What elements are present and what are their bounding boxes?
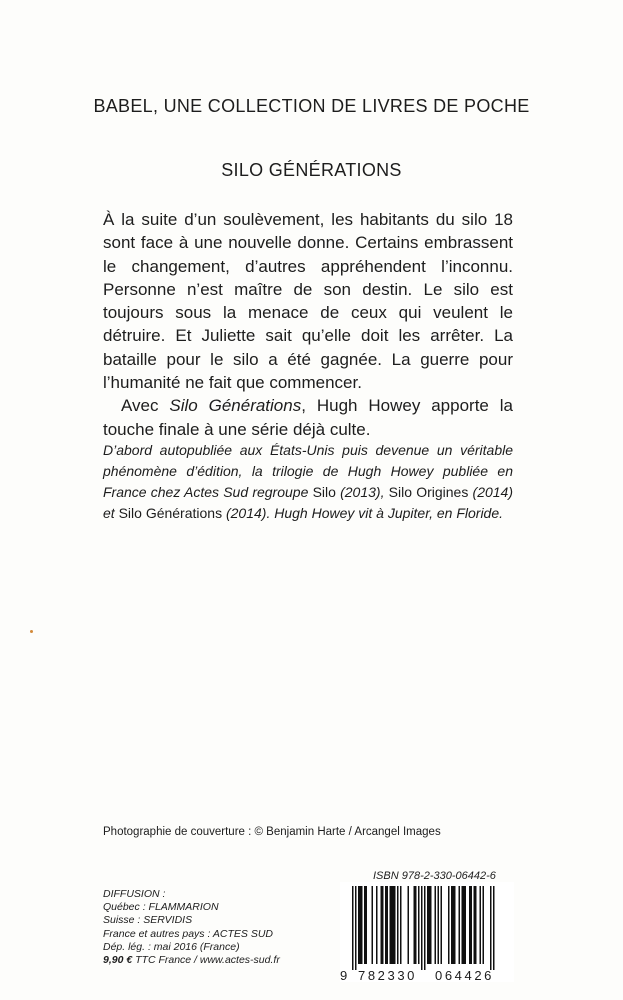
barcode-bar — [459, 886, 461, 964]
barcode-bar — [418, 886, 420, 964]
print-speck — [30, 630, 33, 633]
barcode-bar — [424, 886, 426, 970]
author-note-text-3: (2014) et — [103, 484, 514, 521]
barcode-bar — [475, 886, 477, 964]
barcode-bar — [471, 886, 473, 964]
barcode-bar — [430, 886, 432, 964]
barcode-bar — [366, 886, 368, 964]
barcode-bar — [465, 886, 467, 964]
barcode-bar — [480, 886, 482, 964]
barcode-bar — [429, 886, 431, 964]
barcode-bar — [364, 886, 366, 964]
author-note — [103, 440, 513, 524]
barcode-bar — [376, 886, 378, 964]
barcode-bar — [381, 886, 383, 964]
barcode-bar — [438, 886, 440, 964]
legal-deposit: Dép. lég. : mai 2016 (France) — [103, 940, 240, 953]
barcode-bar — [400, 886, 402, 964]
book-title: SILO GÉNÉRATIONS — [221, 160, 402, 180]
barcode-bar — [441, 886, 443, 964]
barcode-bar — [393, 886, 395, 964]
blurb-paragraph-2 — [103, 394, 513, 441]
barcode-bar — [448, 886, 450, 964]
barcode-bar — [469, 886, 471, 964]
barcode-bar — [453, 886, 455, 964]
isbn: ISBN 978-2-330-06442-6 — [373, 870, 496, 882]
author-note-book-1: Silo — [312, 484, 336, 500]
distribution-heading: DIFFUSION : — [103, 888, 166, 900]
barcode-bar — [451, 886, 453, 964]
blurb — [103, 208, 513, 441]
barcode-bar — [490, 886, 492, 970]
barcode-digit-first: 9 — [340, 968, 348, 983]
barcode-bar — [474, 886, 476, 964]
barcode-bar — [454, 886, 456, 964]
blurb-p2-end: , Hugh Howey apporte la touche finale à une série déjà culte. — [103, 396, 513, 439]
author-note-book-2: Silo Origines — [388, 484, 469, 500]
barcode-bar — [435, 886, 437, 964]
barcode-digits — [340, 968, 514, 982]
barcode-bar — [390, 886, 392, 964]
barcode-bar — [387, 886, 389, 964]
author-note-text-2: (2013), — [335, 484, 389, 500]
barcode-group-left: 782330 — [358, 968, 417, 983]
barcode-group-right: 064426 — [435, 968, 494, 983]
barcode-bar — [385, 886, 387, 964]
barcode — [340, 882, 514, 982]
barcode-bar — [361, 886, 363, 964]
distribution-suisse: Suisse : SERVIDIS — [103, 914, 193, 927]
barcode-bar — [397, 886, 399, 964]
barcode-bar — [483, 886, 485, 964]
barcode-bar — [391, 886, 393, 964]
barcode-bar — [427, 886, 429, 964]
author-note-text-1: D’abord autopubliée aux États-Unis puis devenue un véritable phénomène d’édition, la trilogie de Hugh Howey publiée en France chez Actes Sud regroupe — [103, 442, 513, 500]
barcode-bars — [340, 882, 514, 970]
author-note-book-3: Silo Générations — [118, 505, 223, 521]
barcode-bar — [394, 886, 396, 964]
series-heading: BABEL, UNE COLLECTION DE LIVRES DE POCHE — [93, 96, 530, 116]
blurb-p2-title: Silo Générations — [169, 396, 302, 416]
barcode-bar — [360, 886, 362, 964]
price-line — [103, 954, 280, 967]
distribution-quebec: Québec : FLAMMARION — [103, 901, 219, 914]
author-note-text-4: (2014). Hugh Howey vit à Jupiter, en Floride. — [222, 505, 504, 521]
photo-credit: Photographie de couverture : © Benjamin Harte / Arcangel Images — [103, 826, 441, 838]
barcode-bar — [463, 886, 465, 964]
blurb-p2-start: Avec — [121, 396, 170, 416]
barcode-bar — [352, 886, 354, 970]
blurb-paragraph-1: À la suite d’un soulèvement, les habitants du silo 18 sont face à une nouvelle donne. Certains embrassent le changement, d’autres appréhendent l’inconnu. Personne n’est maître de son destin. Le silo est toujours sous la menace de ceux qui veulent le détruire. Et Juliette sait qu’elle doit les arrêter. La bataille pour le silo a été gagnée. La guerre pour l’humanité ne fait que commencer. — [103, 210, 513, 393]
barcode-bar — [421, 886, 423, 970]
barcode-bar — [358, 886, 360, 964]
barcode-bar — [414, 886, 416, 964]
barcode-bar — [408, 886, 410, 964]
price: 9,90 € — [103, 954, 133, 967]
distribution-block — [103, 888, 280, 967]
barcode-bar — [382, 886, 384, 964]
barcode-bar — [355, 886, 357, 970]
distribution-france: France et autres pays : ACTES SUD — [103, 927, 274, 940]
barcode-bar — [415, 886, 417, 964]
barcode-bar — [372, 886, 374, 964]
barcode-bar — [462, 886, 464, 964]
price-details: TTC France / www.actes-sud.fr — [132, 954, 280, 967]
barcode-bar — [493, 886, 495, 970]
